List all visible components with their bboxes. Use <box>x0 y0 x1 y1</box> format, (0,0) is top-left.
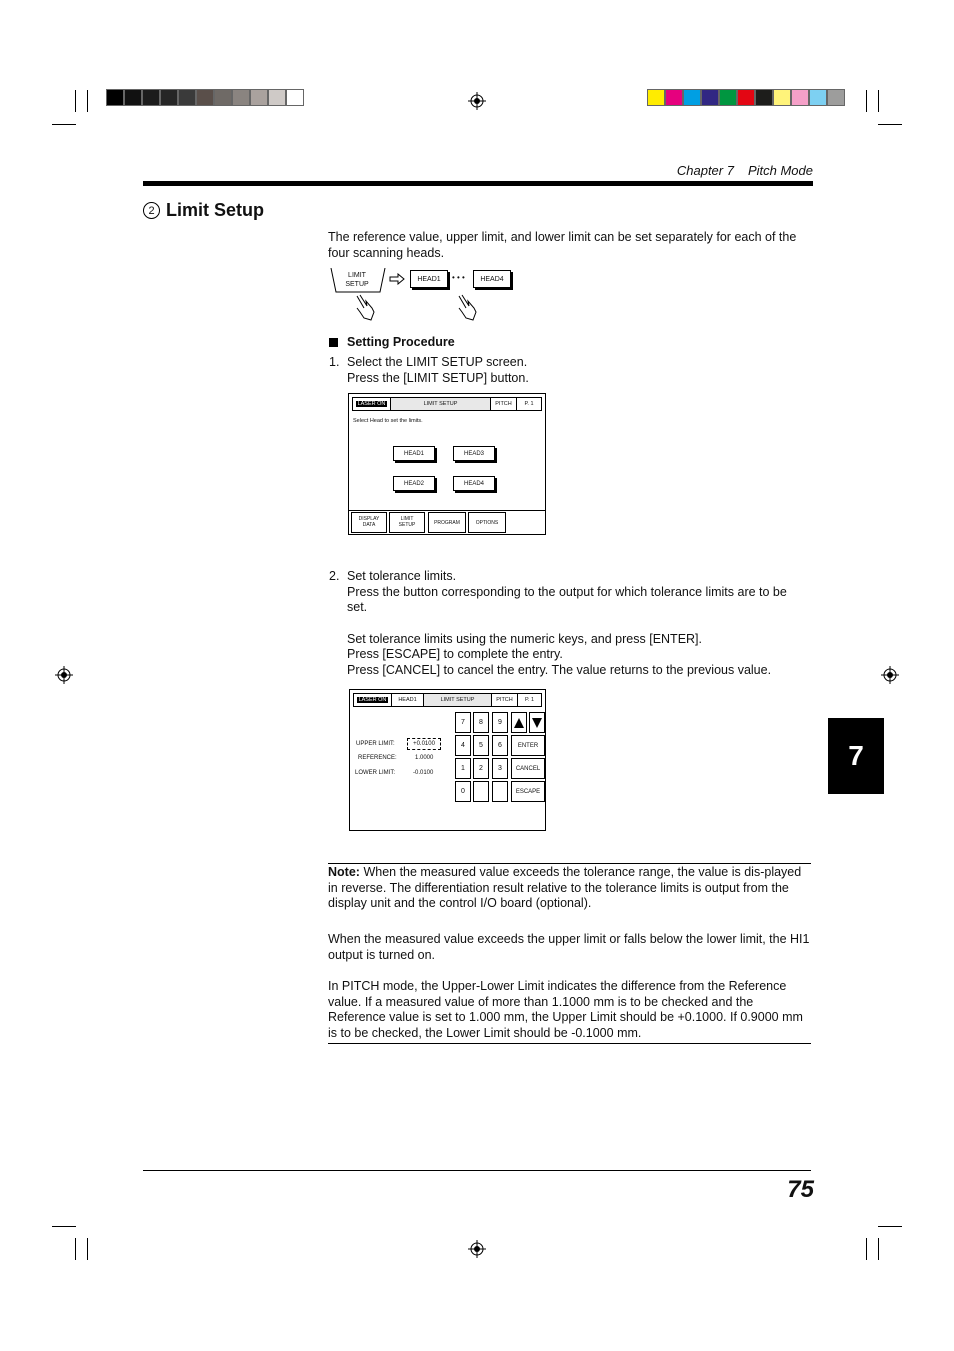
registration-mark-icon <box>468 92 486 110</box>
swatch <box>701 89 719 106</box>
blank-key[interactable] <box>492 781 508 802</box>
upper-limit-label: UPPER LIMIT: <box>356 741 395 747</box>
tab-options[interactable]: OPTIONS <box>468 512 506 533</box>
key-6[interactable]: 6 <box>492 735 508 756</box>
screen-title: LIMIT SETUP <box>424 694 492 706</box>
chapter-side-tab: 7 <box>828 718 884 794</box>
tab-program[interactable]: PROGRAM <box>428 512 466 533</box>
cancel-key[interactable]: CANCEL <box>511 758 545 779</box>
key-2[interactable]: 2 <box>473 758 489 779</box>
swatch <box>791 89 809 106</box>
screen-prompt: Select Head to set the limits. <box>353 418 423 424</box>
swatch <box>268 89 286 106</box>
key-3[interactable]: 3 <box>492 758 508 779</box>
down-arrow-key[interactable] <box>529 712 545 733</box>
step-1-number: 1. <box>329 355 340 369</box>
limit-setup-screen <box>348 393 546 535</box>
laser-on-indicator: LASER ON <box>355 400 389 408</box>
page-number: 75 <box>787 1176 814 1203</box>
section-number: 2 <box>143 202 160 219</box>
limit-entry-screen <box>349 689 546 831</box>
registration-mark-icon <box>468 1240 486 1258</box>
screen-mode: PITCH <box>491 398 517 410</box>
blank-key[interactable] <box>473 781 489 802</box>
swatch <box>250 89 268 106</box>
flow-limit-setup-button: LIMIT SETUP <box>345 272 369 288</box>
registration-mark-icon <box>55 666 73 684</box>
lower-limit-value[interactable]: -0.0100 <box>413 770 434 776</box>
up-arrow-key[interactable] <box>511 712 527 733</box>
procedure-heading: Setting Procedure <box>329 335 455 349</box>
section-title <box>143 200 264 221</box>
tab-display-data[interactable]: DISPLAY DATA <box>351 512 387 533</box>
reference-value[interactable]: 1.0000 <box>415 755 434 761</box>
running-header <box>663 163 813 178</box>
footer-rule <box>143 1170 811 1171</box>
laser-on-indicator: LASER ON <box>356 696 390 704</box>
registration-mark-icon <box>881 666 899 684</box>
key-7[interactable]: 7 <box>455 712 471 733</box>
key-9[interactable]: 9 <box>492 712 508 733</box>
tab-limit-setup[interactable]: LIMIT SETUP <box>389 512 425 533</box>
head2-button[interactable]: HEAD2 <box>393 476 435 491</box>
note-paragraph-3: In PITCH mode, the Upper-Lower Limit indicates the difference from the Reference value. If a measured value of more than 1.1000 mm is to be checked and the Reference value is set to 1.000 mm, the Upper Limit should be +0.1000. If 0.9000 mm is to be checked, the Lower Limit should be -0.1000 mm. <box>328 979 803 1040</box>
swatch <box>142 89 160 106</box>
swatch <box>106 89 124 106</box>
key-0[interactable]: 0 <box>455 781 471 802</box>
screen-title: LIMIT SETUP <box>391 398 491 410</box>
note-paragraph-2: When the measured value exceeds the upper limit or falls below the lower limit, the HI1 output is turned on. <box>328 932 810 962</box>
step-2-text: Set tolerance limits. Press the button corresponding to the output for which tolerance limits are to be set. Set tolerance limits using the numeric keys, and press [ENTER]. Press [ESCAPE] to complete the entry. Press [CANCEL] to cancel the entry. The value returns to the previous value. <box>347 569 787 677</box>
key-1[interactable]: 1 <box>455 758 471 779</box>
step-1-text: Select the LIMIT SETUP screen. Press the [LIMIT SETUP] button. <box>347 355 529 385</box>
key-5[interactable]: 5 <box>473 735 489 756</box>
swatch <box>160 89 178 106</box>
swatch <box>827 89 845 106</box>
screen-status-bar <box>353 693 542 707</box>
intro-paragraph: The reference value, upper limit, and lower limit can be set separately for each of the four scanning heads. <box>328 230 797 260</box>
swatch <box>683 89 701 106</box>
lower-limit-label: LOWER LIMIT: <box>355 770 396 776</box>
flow-head4-button: HEAD4 <box>473 270 511 288</box>
swatch <box>773 89 791 106</box>
swatch <box>196 89 214 106</box>
swatch <box>809 89 827 106</box>
note-paragraph-1: Note: When the measured value exceeds the tolerance range, the value is dis-played in reverse. The differentiation result relative to the tolerance limits is output from the display unit and the control I/O board (optional). <box>328 865 802 910</box>
header-rule <box>143 181 813 186</box>
screen-page: P. 1 <box>524 401 534 407</box>
screen-status-bar <box>352 397 542 411</box>
screen-mode: PITCH <box>492 694 518 706</box>
key-4[interactable]: 4 <box>455 735 471 756</box>
swatch <box>232 89 250 106</box>
swatch <box>647 89 665 106</box>
flow-head1-button: HEAD1 <box>410 270 448 288</box>
pointing-hand-icon <box>456 294 484 322</box>
note-bottom-rule <box>328 1043 811 1044</box>
flow-ellipsis: • • • <box>452 273 465 282</box>
screen-head: HEAD1 <box>392 694 424 706</box>
key-8[interactable]: 8 <box>473 712 489 733</box>
swatch <box>755 89 773 106</box>
mode-label: Pitch Mode <box>747 163 813 178</box>
reference-label: REFERENCE: <box>358 755 397 761</box>
note-top-rule <box>328 863 811 864</box>
square-bullet-icon <box>329 338 338 347</box>
head1-button[interactable]: HEAD1 <box>393 446 435 461</box>
triangle-down-icon <box>532 718 542 728</box>
head3-button[interactable]: HEAD3 <box>453 446 495 461</box>
pointing-hand-icon <box>354 294 382 322</box>
swatch <box>124 89 142 106</box>
note-label: Note: <box>328 865 360 879</box>
upper-limit-field[interactable]: +0.0100 <box>407 738 441 750</box>
triangle-up-icon <box>514 718 524 728</box>
chapter-label: Chapter 7 <box>676 163 734 178</box>
arrow-right-icon <box>389 273 405 285</box>
enter-key[interactable]: ENTER <box>511 735 545 756</box>
swatch <box>178 89 196 106</box>
swatch <box>719 89 737 106</box>
escape-key[interactable]: ESCAPE <box>511 781 545 802</box>
section-title-text: Limit Setup <box>166 200 264 220</box>
swatch <box>286 89 304 106</box>
swatch <box>214 89 232 106</box>
screen-page: P. 1 <box>524 697 535 703</box>
swatch <box>737 89 755 106</box>
head4-button[interactable]: HEAD4 <box>453 476 495 491</box>
step-2-number: 2. <box>329 569 340 583</box>
swatch <box>665 89 683 106</box>
